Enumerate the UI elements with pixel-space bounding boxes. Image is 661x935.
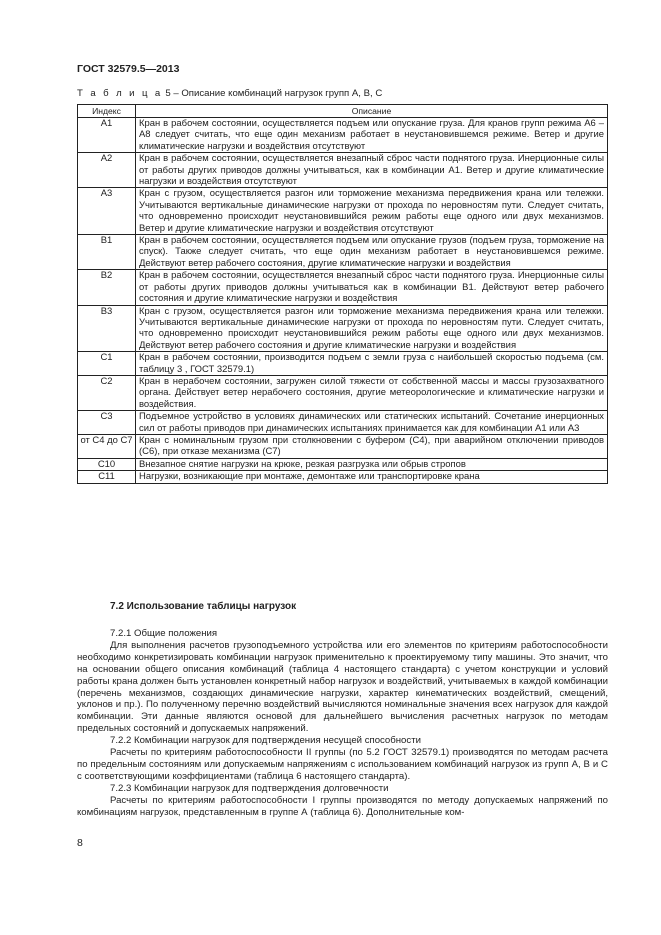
row-description: Нагрузки, возникающие при монтаже, демонтаже или транспортировке крана: [136, 471, 608, 483]
body-text: [77, 628, 608, 819]
row-description: Кран с грузом, осуществляется разгон или торможение механизма передвижения крана или тележки. Учитываются вертикальные динамические нагрузки от прохода по неровностям пути. Следует считать, что одновременно происходит неустановившийся режим работы еще одного или двух механизмов. Действуют ветер рабочего состояния и другие климатические нагрузки и воздействия: [136, 305, 608, 352]
table-row: [78, 305, 608, 352]
table-row: [78, 235, 608, 270]
load-combinations-table: [77, 104, 608, 484]
paragraph: Расчеты по критериям работоспособности II группы (по 5.2 ГОСТ 32579.1) производятся по методам расчета по предельным состояниям или допускаемым напряжениям с использованием комбинаций нагрузок из групп А, В и С с соответствующими коэффициентами (таблица 6 настоящего стандарта).: [77, 747, 608, 782]
row-index: A3: [78, 188, 136, 235]
table-body: [78, 118, 608, 484]
row-description: Кран в рабочем состоянии, осуществляется подъем или опускание грузов (подъем груза, торможение на спуск). Также следует считать, что еще один механизм работает в неустановившемся режиме. Действуют ветер рабочего состояния, другие климатические нагрузки и воздействия: [136, 235, 608, 270]
table-row: [78, 375, 608, 410]
table-row: [78, 118, 608, 153]
row-index: B3: [78, 305, 136, 352]
table-row: [78, 153, 608, 188]
row-index: A2: [78, 153, 136, 188]
row-index: C10: [78, 458, 136, 470]
row-index: C2: [78, 375, 136, 410]
table-row: [78, 458, 608, 470]
row-description: Кран с номинальным грузом при столкновении с буфером (С4), при аварийном отключении приводов (С6), при отказе механизма (С7): [136, 434, 608, 458]
page-number: 8: [77, 837, 83, 849]
document-header: ГОСТ 32579.5—2013: [77, 63, 180, 75]
row-description: Кран в рабочем состоянии, осуществляется внезапный сброс части поднятого груза. Инерционные силы от работы других приводов должны учитываться как в комбинации В1. Действуют ветер рабочего состояния и другие климатические нагрузки и воздействия: [136, 270, 608, 305]
row-description: Подъемное устройство в условиях динамических или статических испытаний. Сочетание инерционных сил от работы приводов при динамических испытаниях принимается как для комбинации А1 или А3: [136, 411, 608, 435]
section-title: 7.2 Использование таблицы нагрузок: [110, 601, 297, 612]
table-caption: [77, 88, 382, 99]
table-row: [78, 270, 608, 305]
row-index: B2: [78, 270, 136, 305]
row-description: Кран с грузом, осуществляется разгон или торможение механизма передвижения крана или тележки. Учитываются вертикальные динамические нагрузки от прохода по неровностям пути. Следует считать, что одновременно происходит неустановившийся режим работы еще одного или двух механизмов. Ветер и другие климатические нагрузки и воздействия отсутствуют: [136, 188, 608, 235]
table-row: [78, 471, 608, 483]
row-description: Кран в рабочем состоянии, производится подъем с земли груза с наибольшей скоростью подъема (см. таблицу 3 , ГОСТ 32579.1): [136, 352, 608, 376]
row-index: A1: [78, 118, 136, 153]
column-header-description: Описание: [136, 105, 608, 118]
paragraph: 7.2.3 Комбинации нагрузок для подтверждения долговечности: [110, 782, 389, 794]
row-description: Кран в нерабочем состоянии, загружен силой тяжести от собственной массы и массы грузозахватного органа. Действует ветер нерабочего состояния, другие метеорологические и климатические нагрузки и воздействия.: [136, 375, 608, 410]
column-header-index: Индекс: [78, 105, 136, 118]
table-row: [78, 188, 608, 235]
table-header-row: [78, 105, 608, 118]
row-description: Кран в рабочем состоянии, осуществляется подъем или опускание груза. Для кранов групп режима А6 – А8 следует считать, что еще один механизм работает в неустановившемся режиме. Ветер и другие климатические нагрузки и воздействия отсутствуют: [136, 118, 608, 153]
row-index: C11: [78, 471, 136, 483]
paragraph: 7.2.1 Общие положения: [110, 628, 218, 639]
row-index: C3: [78, 411, 136, 435]
row-index: C1: [78, 352, 136, 376]
paragraph: Для выполнения расчетов грузоподъемного устройства или его элементов по критериям работоспособности необходимо конкретизировать комбинации нагрузок применительно к проектируемому типу машины. Это значит, что на основании общего описания комбинаций (таблица 4 настоящего стандарта) с учетом конструкции и условий работы крана должен быть установлен конкретный набор нагрузок и воздействий, учитываемых в каждой комбинации (перечень механизмов, создающих динамические нагрузки, характер кинематических воздействий, смещений, уклонов и пр.). По полученному перечню воздействий вычисляются номинальные значения всех нагрузок для каждой комбинации. Эти данные являются основой для дальнейшего вычисления расчетных нагрузок по методам предельных состояний и допускаемых напряжений.: [77, 639, 608, 735]
row-index: от С4 до С7: [78, 434, 136, 458]
table-row: [78, 411, 608, 435]
table-caption-prefix: Т а б л и ц а: [77, 88, 163, 99]
table-caption-text: 5 – Описание комбинаций нагрузок групп А, В, С: [165, 88, 383, 99]
row-description: Внезапное снятие нагрузки на крюке, резкая разгрузка или обрыв стропов: [136, 458, 608, 470]
row-description: Кран в рабочем состоянии, осуществляется внезапный сброс части поднятого груза. Инерционные силы от работы других приводов должны учитываться, как в комбинации А1. Ветер и другие климатические нагрузки и воздействия отсутствуют: [136, 153, 608, 188]
paragraph: Расчеты по критериям работоспособности I группы производятся по методу допускаемых напряжений по комбинациям нагрузок, представленным в группе А (таблица 6). Дополнительные ком-: [77, 794, 608, 818]
paragraph: 7.2.2 Комбинации нагрузок для подтверждения несущей способности: [110, 735, 421, 747]
table-row: [78, 434, 608, 458]
row-index: B1: [78, 235, 136, 270]
table-row: [78, 352, 608, 376]
